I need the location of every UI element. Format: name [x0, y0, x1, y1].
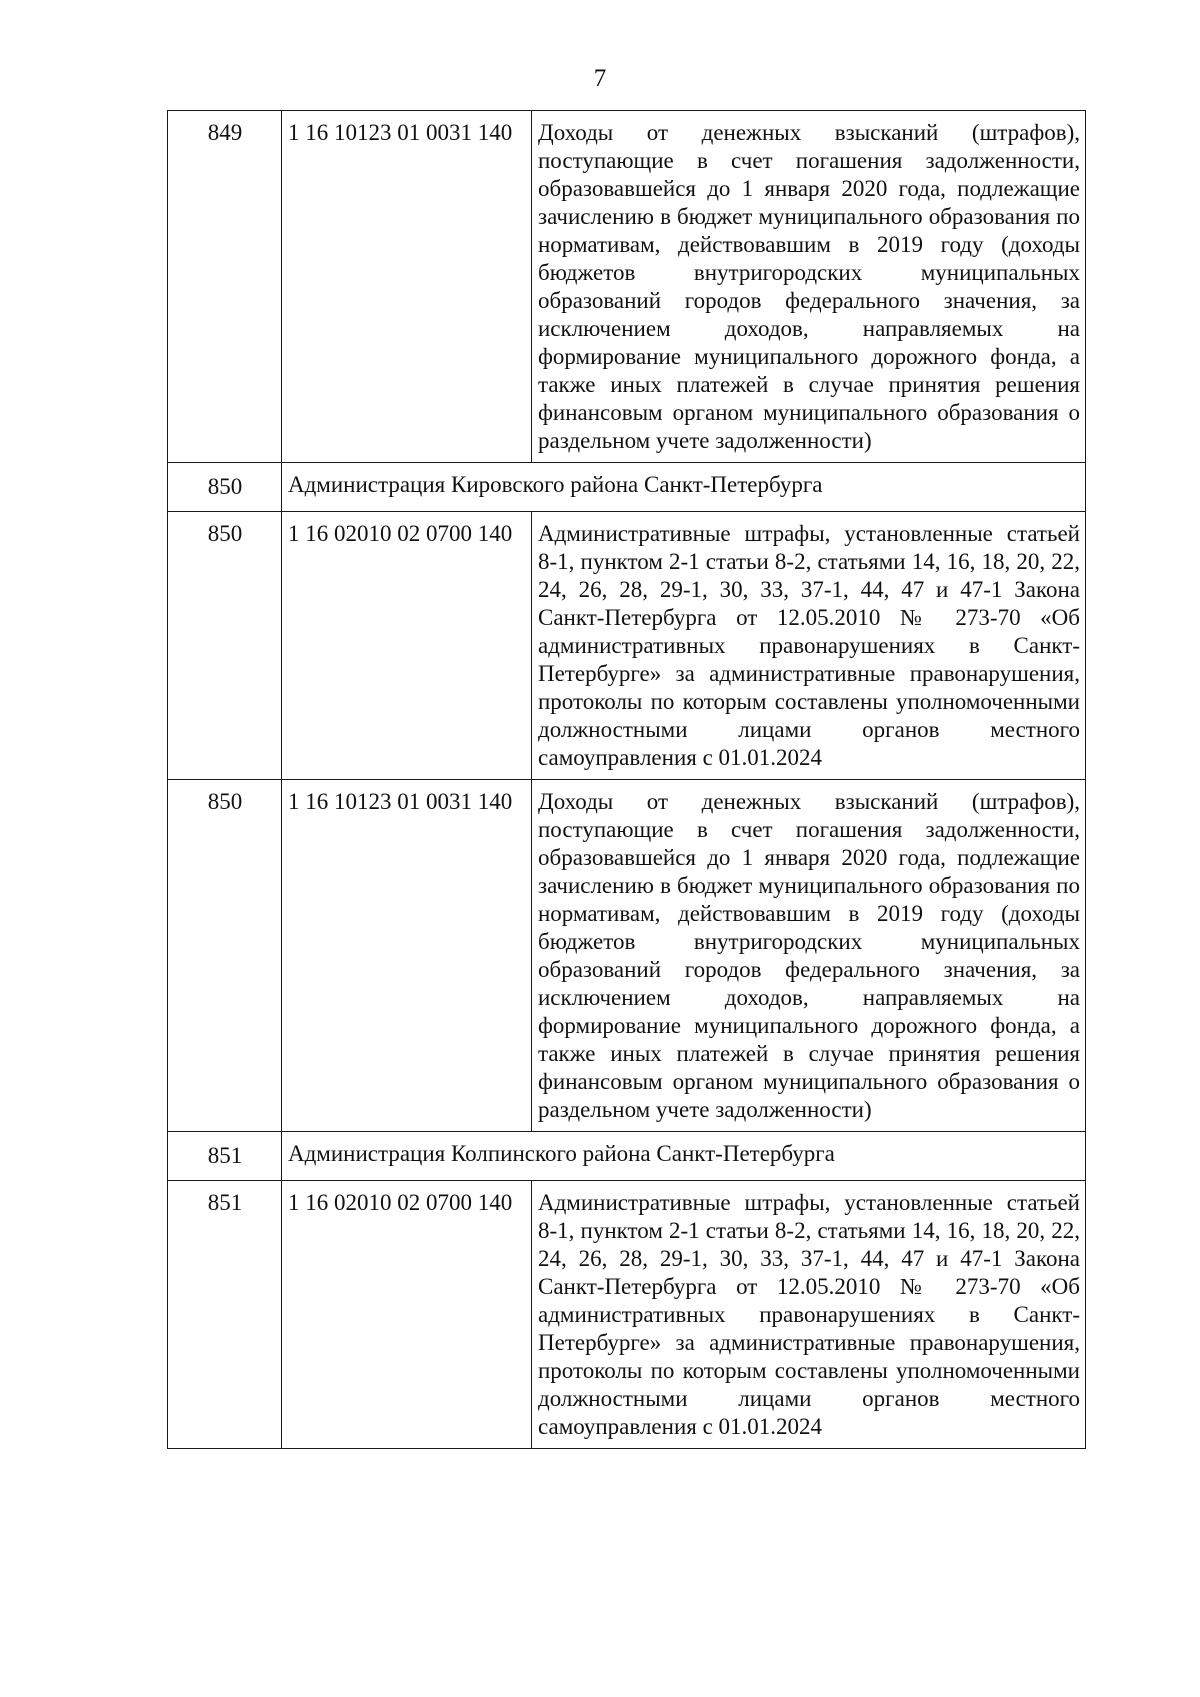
table-row-administrator-header	[168, 463, 1086, 512]
revenue-description-cell: Доходы от денежных взысканий (штрафов), поступающие в счет погашения задолженности, образовавшейся до 1 января 2020 года, подлежащие зачислению в бюджет муниципального образования по нормативам, действовавшим в 2019 году (доходы бюджетов внутригородских муниципальных образований городов федерального значения, за исключением доходов, направляемых на формирование муниципального дорожного фонда, а также иных платежей в случае принятия решения финансовым органом муниципального образования о раздельном учете задолженности)	[532, 111, 1086, 463]
administrator-code-cell: 849	[168, 111, 282, 463]
administrator-code-cell: 851	[168, 1132, 282, 1181]
administrator-code-cell: 850	[168, 463, 282, 512]
budget-classification-code-cell: 1 16 02010 02 0700 140	[282, 1181, 532, 1449]
budget-classification-code-cell: 1 16 10123 01 0031 140	[282, 111, 532, 463]
administrator-name-cell: Администрация Колпинского района Санкт-Петербурга	[282, 1132, 1086, 1181]
table-row	[168, 1181, 1086, 1449]
administrator-code-cell: 850	[168, 512, 282, 780]
administrator-code-cell: 851	[168, 1181, 282, 1449]
page-number: 7	[593, 65, 607, 92]
table-row	[168, 111, 1086, 463]
revenue-description-cell: Административные штрафы, установленные статьей 8-1, пунктом 2-1 статьи 8-2, статьями 14, 16, 18, 20, 22, 24, 26, 28, 29-1, 30, 33, 37-1, 44, 47 и 47-1 Закона Санкт-Петербурга от 12.05.2010 № 273-70 «Об административных правонарушениях в Санкт-Петербурге» за административные правонарушения, протоколы по которым составлены уполномоченными должностными лицами органов местного самоуправления с 01.01.2024	[532, 1181, 1086, 1449]
revenue-codes-table	[167, 110, 1086, 1449]
table-row	[168, 780, 1086, 1132]
administrator-code-cell: 850	[168, 780, 282, 1132]
revenue-description-cell: Административные штрафы, установленные статьей 8-1, пунктом 2-1 статьи 8-2, статьями 14, 16, 18, 20, 22, 24, 26, 28, 29-1, 30, 33, 37-1, 44, 47 и 47-1 Закона Санкт-Петербурга от 12.05.2010 № 273-70 «Об административных правонарушениях в Санкт-Петербурге» за административные правонарушения, протоколы по которым составлены уполномоченными должностными лицами органов местного самоуправления с 01.01.2024	[532, 512, 1086, 780]
table-row	[168, 512, 1086, 780]
budget-classification-code-cell: 1 16 02010 02 0700 140	[282, 512, 532, 780]
administrator-name-cell: Администрация Кировского района Санкт-Петербурга	[282, 463, 1086, 512]
table-row-administrator-header	[168, 1132, 1086, 1181]
budget-classification-code-cell: 1 16 10123 01 0031 140	[282, 780, 532, 1132]
revenue-description-cell: Доходы от денежных взысканий (штрафов), поступающие в счет погашения задолженности, образовавшейся до 1 января 2020 года, подлежащие зачислению в бюджет муниципального образования по нормативам, действовавшим в 2019 году (доходы бюджетов внутригородских муниципальных образований городов федерального значения, за исключением доходов, направляемых на формирование муниципального дорожного фонда, а также иных платежей в случае принятия решения финансовым органом муниципального образования о раздельном учете задолженности)	[532, 780, 1086, 1132]
